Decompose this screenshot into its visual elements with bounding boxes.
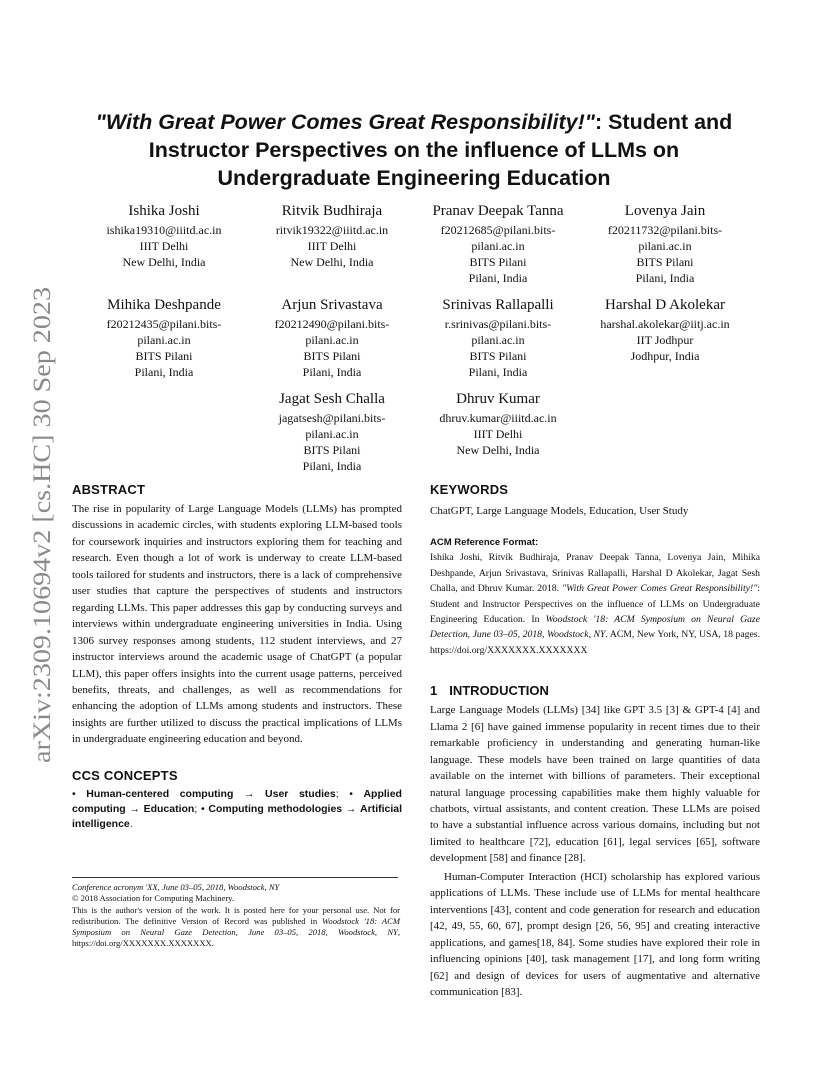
acm-venue: Woodstock '18: ACM Symposium on Neural Gaze Detection, June 03–05, 2018, Woodstock, NY [430,614,760,641]
author-name: Harshal D Akolekar [605,297,725,313]
footnote [72,882,400,950]
paper-title [70,108,758,192]
author-email: f20212685@pilani.bits- [440,223,556,237]
author-affiliation: IIIT Delhi [473,427,523,441]
author-block [577,295,753,364]
ccs-item: User studies [265,787,336,800]
author-block [244,201,420,270]
acm-reference-text [430,550,760,658]
intro-paragraph: Human-Computer Interaction (HCI) scholarship has explored various applications of LLMs. These include use of LLMs for mental healthcare interventions [43], content and code generation for research and education [42, 49, 55, 60, 67], prompt design [26, 56, 95] and creating interactive applications, and games[18, 84]. Some studies have explored their role in influencing opinions [40], task management [17], and long form writing [62] and design of devices for users of augmentative and alternative communication [83]. [430,870,760,998]
author-location: New Delhi, India [122,255,206,269]
ccs-sep: ; [335,787,339,800]
ccs-sep: ; [194,802,198,815]
arxiv-id: arXiv:2309.10694v2 [cs.HC] 30 Sep 2023 [29,339,56,763]
acm-reference-heading: ACM Reference Format: [430,537,539,549]
arxiv-stamp [6,285,66,765]
acm-authors: Ishika Joshi, Ritvik Budhiraja, Pranav Deepak Tanna, Lovenya Jain, Mihika Deshpande, Arjun Srivastava, Srinivas Rallapalli, Harshal D Akolekar, Jagat Sesh Challa, and Dhruv Kumar. 2018. [430,552,760,595]
ccs-concepts [72,787,402,832]
author-block [76,201,252,270]
abstract-heading: ABSTRACT [72,482,146,497]
left-column [72,481,402,832]
author-email-cont: pilani.ac.in [638,239,692,253]
author-affiliation: BITS Pilani [636,255,694,269]
author-location: New Delhi, India [456,443,540,457]
author-location: Jodhpur, India [630,349,700,363]
author-location: New Delhi, India [290,255,374,269]
author-email-cont: pilani.ac.in [471,333,525,347]
ccs-bullet: • [349,787,353,800]
author-email: jagatsesh@pilani.bits- [278,411,386,425]
keywords-text: ChatGPT, Large Language Models, Education, User Study [430,505,689,517]
author-block [577,201,753,286]
author-block [76,295,252,380]
author-block [244,295,420,380]
footnote-notice-text: This is the author's version of the work. It is posted here for your personal use. Not for redistribution. The definitive Version of Record was published in [72,904,400,926]
author-affiliation: BITS Pilani [303,349,361,363]
footnote-notice [72,905,400,950]
author-name: Ishika Joshi [128,203,200,219]
acm-title-italic: "With Great Power Comes Great Responsibility!" [562,583,758,595]
footnote-doi: , https://doi.org/XXXXXXX.XXXXXXX. [72,927,400,949]
author-affiliation: BITS Pilani [469,255,527,269]
author-email: harshal.akolekar@iitj.ac.in [600,317,730,331]
ccs-arrow: → [243,787,255,800]
author-affiliation: BITS Pilani [135,349,193,363]
author-affiliation: IIIT Delhi [139,239,189,253]
author-name: Ritvik Budhiraja [281,203,383,219]
ccs-item: Human-centered computing [86,787,234,800]
author-block [410,389,586,458]
author-email-cont: pilani.ac.in [305,427,359,441]
author-name: Pranav Deepak Tanna [432,203,564,219]
author-location: Pilani, India [468,365,528,379]
section-number: 1 [430,683,438,699]
ccs-item: Education [143,802,195,815]
title-rest-line1: : Student and [594,110,733,134]
title-italic-part: "With Great Power Comes Great Responsibility!" [95,110,595,134]
ccs-heading: CCS CONCEPTS [72,767,178,783]
title-line3: Undergraduate Engineering Education [217,166,611,190]
author-name: Jagat Sesh Challa [279,391,385,407]
author-name: Srinivas Rallapalli [442,297,554,313]
author-location: Pilani, India [302,365,362,379]
author-name: Mihika Deshpande [107,297,221,313]
author-location: Pilani, India [468,271,528,285]
author-email: f20211732@pilani.bits- [607,223,723,237]
intro-paragraph: Large Language Models (LLMs) [34] like GPT 3.5 [3] & GPT-4 [4] and Llama 2 [6] have gained immense popularity in recent times due to their remarkable proficiency in understanding and generating human-like language. These models have been trained on large quantities of data available on the internet with billions of parameters. Their exceptional natural language processing capabilities make them highly valuable for chatbots, virtual assistants, and content creation. These LLMs are poised to have a substantial influence across various domains, including but not limited to healthcare [72], education [61], legal services [65], software development [58] and finance [28]. [430,704,760,865]
author-email: r.srinivas@pilani.bits- [444,317,552,331]
author-email-cont: pilani.ac.in [137,333,191,347]
author-name: Lovenya Jain [624,203,706,219]
author-name: Dhruv Kumar [456,391,540,407]
author-email-cont: pilani.ac.in [305,333,359,347]
author-name: Arjun Srivastava [281,297,383,313]
author-email-cont: pilani.ac.in [471,239,525,253]
ccs-item: Applied computing [72,787,402,815]
ccs-end: . [129,817,133,830]
author-affiliation: BITS Pilani [469,349,527,363]
ccs-item: Artificial intelligence [72,802,403,830]
author-block [410,201,586,286]
author-email: f20212435@pilani.bits- [106,317,222,331]
author-affiliation: IIIT Delhi [307,239,357,253]
section-title: INTRODUCTION [449,683,549,699]
author-location: Pilani, India [302,459,362,473]
abstract-text: The rise in popularity of Large Language Models (LLMs) has prompted discussions in academic circles, with students exploring LLM-based tools for coursework inquiries and instructors exploring them for teaching and research. Even though a lot of work is underway to create LLM-based tools tailored for students and instructors, there is a lack of comprehensive user studies that capture the perspectives of students and instructors regarding LLMs. This paper addresses this gap by conducting surveys and interviews within undergraduate engineering universities in India. Using 1306 survey responses among students, 112 student interviews, and 27 instructor interviews around the academic usage of ChatGPT (a popular LLM), this paper offers insights into the current usage patterns, perceived benefits, threats, and challenges, as well as recommendations for enhancing the adoption of LLMs among students and instructors. These insights are further utilized to discuss the practical implications of LLMs in undergraduate engineering education and beyond. [72,503,402,746]
ccs-bullet: • [200,802,205,815]
ccs-item: Computing methodologies [208,802,343,815]
introduction-heading [430,682,760,700]
author-block [410,295,586,380]
ccs-arrow: → [129,802,140,815]
author-email: f20212490@pilani.bits- [274,317,390,331]
title-line2: Instructor Perspectives on the influence of LLMs on [148,138,680,162]
keywords-heading: KEYWORDS [430,482,509,497]
author-email: ritvik19322@iiitd.ac.in [275,223,389,237]
author-location: Pilani, India [134,365,194,379]
right-column [430,481,760,1000]
footnote-copyright: © 2018 Association for Computing Machinery. [72,893,235,904]
ccs-bullet: • [72,787,76,800]
author-affiliation: BITS Pilani [303,443,361,457]
acm-title-rest: : Student and Instructor Perspectives on the influence of LLMs on Undergraduate Engineering Education. In [430,583,760,626]
author-affiliation: IIT Jodhpur [636,333,694,347]
footnote-rule [72,877,398,878]
author-email: ishika19310@iiitd.ac.in [106,223,222,237]
ccs-arrow: → [345,802,357,815]
footnote-conference: Conference acronym 'XX, June 03–05, 2018, Woodstock, NY [72,882,280,892]
author-email: dhruv.kumar@iiitd.ac.in [439,411,557,425]
author-block [244,389,420,474]
author-location: Pilani, India [635,271,695,285]
acm-publisher: . ACM, New York, NY, USA, 18 pages. https://doi.org/XXXXXXX.XXXXXXX [430,629,760,656]
footnote-venue: Woodstock '18: ACM Symposium on Neural Gaze Detection, June 03–05, 2018, Woodstock, NY [72,915,400,938]
